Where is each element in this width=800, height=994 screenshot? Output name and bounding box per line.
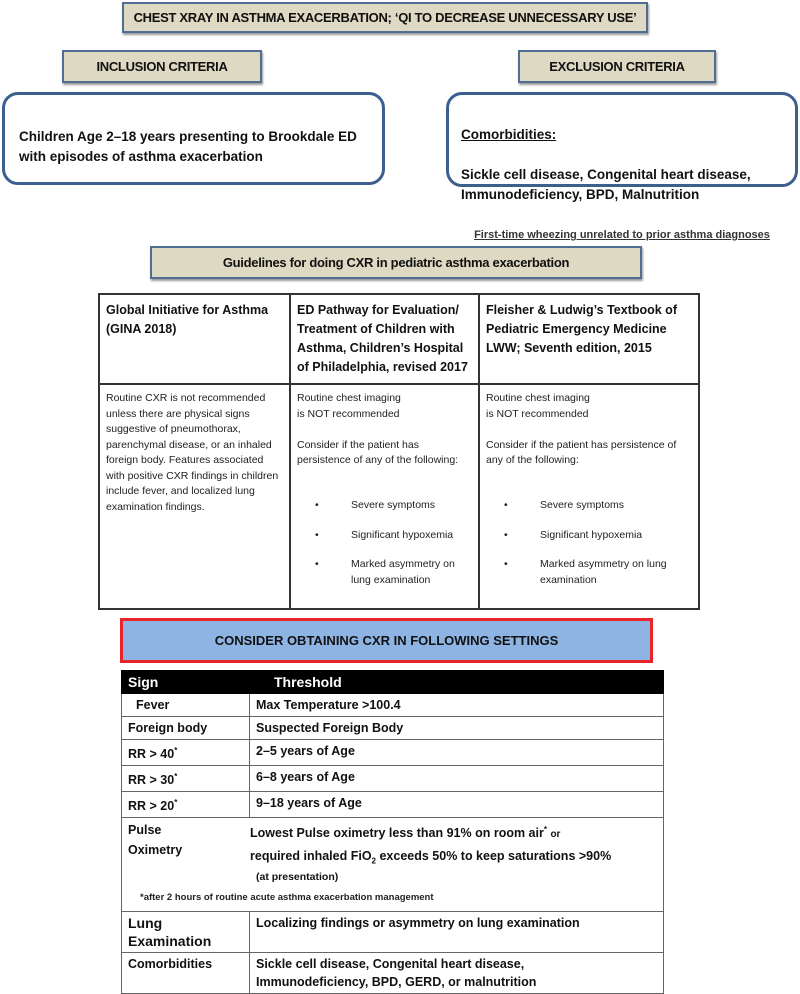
guideline-body <box>290 384 479 609</box>
guideline-text: Routine CXR is not recommended unless there are physical signs suggestive of pneumothorax, parenchymal disease, or an inhaled foreign body. Features associated with positive CXR findings in children include fever, and localized lung examination findings. <box>106 392 279 513</box>
table-row <box>122 912 664 953</box>
guidelines-title-row <box>99 294 699 384</box>
exclusion-box <box>446 92 798 241</box>
threshold-cell: Suspected Foreign Body <box>250 717 664 740</box>
sign-cell: RR > 20* <box>122 792 250 818</box>
exclusion-header: EXCLUSION CRITERIA <box>518 50 716 83</box>
bullet-item: • Marked asymmetry on lung examination <box>297 557 472 588</box>
threshold-cell: Lowest Pulse oximetry less than 91% on room air* or required inhaled FiO$_2$ exceeds 50% to keep saturations >90% (at presentation) <box>250 825 612 884</box>
table-row <box>122 717 664 740</box>
sign-cell: Foreign body <box>122 717 250 740</box>
threshold-cell: Localizing findings or asymmetry on lung examination <box>250 912 664 953</box>
guideline-body <box>479 384 699 609</box>
exclusion-note: First-time wheezing unrelated to prior asthma diagnoses <box>474 229 770 241</box>
guidelines-table <box>98 293 700 610</box>
sign-cell: Comorbidities <box>122 953 250 994</box>
threshold-cell: 2–5 years of Age <box>250 740 664 766</box>
footnote: *after 2 hours of routine acute asthma exacerbation management <box>140 892 434 904</box>
guideline-title: ED Pathway for Evaluation/ Treatment of Children with Asthma, Children’s Hospital of Philadelphia, revised 2017 <box>290 294 479 384</box>
table-row <box>122 818 664 912</box>
guideline-text: Routine chest imaging is NOT recommended Consider if the patient has persistence of any of the following: <box>297 392 459 466</box>
settings-header: CONSIDER OBTAINING CXR IN FOLLOWING SETTINGS <box>120 618 653 663</box>
guidelines-body-row <box>99 384 699 609</box>
guideline-body <box>99 384 290 609</box>
threshold-cell: 9–18 years of Age <box>250 792 664 818</box>
page-title: CHEST XRAY IN ASTHMA EXACERBATION; ‘QI TO DECREASE UNNECESSARY USE’ <box>122 2 648 33</box>
bullet-item: • Significant hypoxemia <box>297 528 472 544</box>
bullet-item: • Severe symptoms <box>486 498 692 514</box>
inclusion-text: Children Age 2–18 years presenting to Brookdale ED with episodes of asthma exacerbation <box>19 129 357 164</box>
settings-header-row <box>122 671 664 694</box>
bullet-item: • Marked asymmetry on lung examination <box>486 557 692 588</box>
exclusion-label: Comorbidities: <box>461 127 557 142</box>
guideline-title: Fleisher & Ludwig’s Textbook of Pediatric Emergency Medicine LWW; Seventh edition, 2015 <box>479 294 699 384</box>
col-sign: Sign <box>122 671 250 694</box>
exclusion-text: Sickle cell disease, Congenital heart disease, Immunodeficiency, BPD, Malnutrition <box>461 167 751 202</box>
table-row <box>122 694 664 717</box>
threshold-cell: 6–8 years of Age <box>250 766 664 792</box>
threshold-cell: Sickle cell disease, Congenital heart disease, Immunodeficiency, BPD, GERD, or malnutrition <box>250 953 664 994</box>
inclusion-box <box>2 92 385 185</box>
table-row <box>122 792 664 818</box>
settings-table <box>121 670 664 994</box>
table-row <box>122 740 664 766</box>
inclusion-header: INCLUSION CRITERIA <box>62 50 262 83</box>
sign-cell: Fever <box>122 694 250 717</box>
bullet-item: • Severe symptoms <box>297 498 472 514</box>
guidelines-header: Guidelines for doing CXR in pediatric asthma exacerbation <box>150 246 642 279</box>
sign-cell: RR > 30* <box>122 766 250 792</box>
sign-cell: RR > 40* <box>122 740 250 766</box>
threshold-cell: Max Temperature >100.4 <box>250 694 664 717</box>
guideline-title: Global Initiative for Asthma (GINA 2018) <box>99 294 290 384</box>
col-threshold: Threshold <box>250 671 664 694</box>
sign-cell: Lung Examination <box>122 912 250 953</box>
bullet-item: • Significant hypoxemia <box>486 528 692 544</box>
guideline-text: Routine chest imaging is NOT recommended Consider if the patient has persistence of any of the following: <box>486 392 677 466</box>
pulse-oximetry-cell <box>122 818 664 912</box>
table-row <box>122 766 664 792</box>
table-row <box>122 953 664 994</box>
sign-cell: Pulse Oximetry <box>128 823 183 858</box>
